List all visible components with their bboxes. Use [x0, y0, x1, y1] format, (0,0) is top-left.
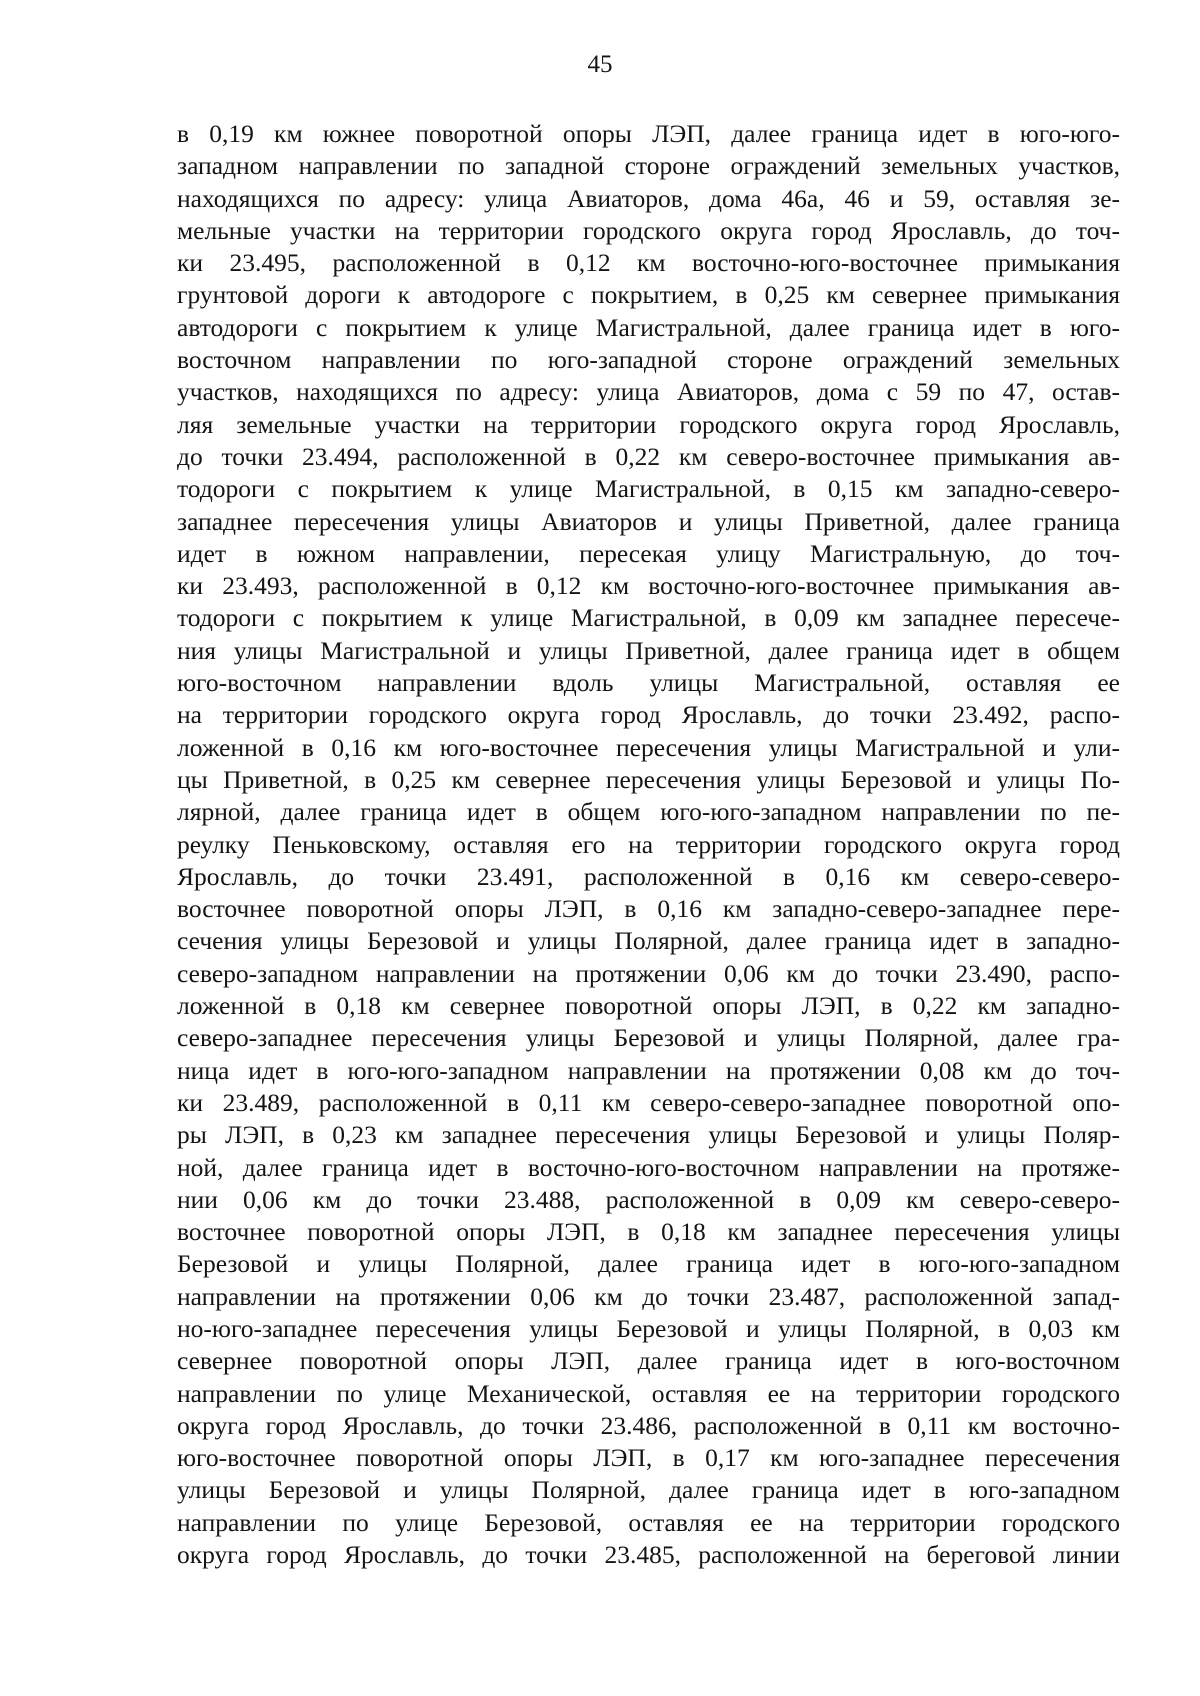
text-line: сечения улицы Березовой и улицы Полярной, далее граница идет в западно- [177, 926, 1120, 956]
text-line: Березовой и улицы Полярной, далее граница идет в юго-юго-западном [177, 1249, 1120, 1279]
text-line: Ярославль, до точки 23.491, расположенной в 0,16 км северо-северо- [177, 861, 1120, 891]
text-line: направлении по улице Механической, оставляя ее на территории городского [177, 1378, 1120, 1408]
text-line: ры ЛЭП, в 0,23 км западнее пересечения улицы Березовой и улицы Поляр- [177, 1120, 1120, 1150]
text-line: северо-западнее пересечения улицы Березовой и улицы Полярной, далее гра- [177, 1023, 1120, 1053]
text-line: ки 23.495, расположенной в 0,12 км восточно-юго-восточнее примыкания [177, 248, 1120, 278]
text-line: восточном направлении по юго-западной стороне ограждений земельных [177, 345, 1120, 375]
text-line: на территории городского округа город Ярославль, до точки 23.492, распо- [177, 700, 1120, 730]
text-line: ница идет в юго-юго-западном направлении на протяжении 0,08 км до точ- [177, 1055, 1120, 1085]
page-number: 45 [587, 51, 613, 78]
text-line: восточнее поворотной опоры ЛЭП, в 0,18 км западнее пересечения улицы [177, 1217, 1120, 1247]
text-line: ложенной в 0,16 км юго-восточнее пересечения улицы Магистральной и ули- [177, 732, 1120, 762]
text-line: севернее поворотной опоры ЛЭП, далее граница идет в юго-восточном [177, 1346, 1120, 1376]
text-line: ляя земельные участки на территории городского округа город Ярославль, [177, 409, 1120, 439]
text-line: лярной, далее граница идет в общем юго-юго-западном направлении по пе- [177, 797, 1120, 827]
body-text [177, 118, 1120, 1571]
text-line: ки 23.493, расположенной в 0,12 км восточно-юго-восточнее примыкания ав- [177, 571, 1120, 601]
text-line: но-юго-западнее пересечения улицы Березовой и улицы Полярной, в 0,03 км [177, 1313, 1120, 1343]
text-line: цы Приветной, в 0,25 км севернее пересечения улицы Березовой и улицы По- [177, 764, 1120, 794]
text-line: реулку Пеньковскому, оставляя его на территории городского округа город [177, 829, 1120, 859]
text-line: тодороги с покрытием к улице Магистральной, в 0,15 км западно-северо- [177, 474, 1120, 504]
text-line: грунтовой дороги к автодороге с покрытием, в 0,25 км севернее примыкания [177, 280, 1120, 310]
text-line: участков, находящихся по адресу: улица Авиаторов, дома с 59 по 47, остав- [177, 377, 1120, 407]
text-line: в 0,19 км южнее поворотной опоры ЛЭП, далее граница идет в юго-юго- [177, 119, 1120, 148]
text-line: ложенной в 0,18 км севернее поворотной опоры ЛЭП, в 0,22 км западно- [177, 991, 1120, 1021]
text-line: находящихся по адресу: улица Авиаторов, дома 46а, 46 и 59, оставляя зе- [177, 183, 1120, 213]
text-line: юго-восточном направлении вдоль улицы Магистральной, оставляя ее [177, 668, 1120, 698]
text-line: западнее пересечения улицы Авиаторов и улицы Приветной, далее граница [177, 506, 1120, 536]
text-line: направлении на протяжении 0,06 км до точки 23.487, расположенной запад- [177, 1281, 1120, 1311]
text-line: идет в южном направлении, пересекая улицу Магистральную, до точ- [177, 538, 1120, 568]
text-line: до точки 23.494, расположенной в 0,22 км северо-восточнее примыкания ав- [177, 441, 1120, 471]
text-line: ки 23.489, расположенной в 0,11 км северо-северо-западнее поворотной опо- [177, 1087, 1120, 1117]
text-line: юго-восточнее поворотной опоры ЛЭП, в 0,17 км юго-западнее пересечения [177, 1443, 1120, 1473]
text-line: ния улицы Магистральной и улицы Приветной, далее граница идет в общем [177, 635, 1120, 665]
text-line: улицы Березовой и улицы Полярной, далее граница идет в юго-западном [177, 1475, 1120, 1505]
text-line: автодороги с покрытием к улице Магистральной, далее граница идет в юго- [177, 312, 1120, 342]
text-line: мельные участки на территории городского округа город Ярославль, до точ- [177, 215, 1120, 245]
text-line: северо-западном направлении на протяжении 0,06 км до точки 23.490, распо- [177, 958, 1120, 988]
text-line: нии 0,06 км до точки 23.488, расположенной в 0,09 км северо-северо- [177, 1184, 1120, 1214]
text-line: тодороги с покрытием к улице Магистральной, в 0,09 км западнее пересече- [177, 603, 1120, 633]
text-line: направлении по улице Березовой, оставляя ее на территории городского [177, 1507, 1120, 1537]
text-line: округа город Ярославль, до точки 23.486, расположенной в 0,11 км восточно- [177, 1410, 1120, 1440]
text-line: западном направлении по западной стороне ограждений земельных участков, [177, 151, 1120, 181]
text-line: ной, далее граница идет в восточно-юго-восточном направлении на протяже- [177, 1152, 1120, 1182]
text-line: округа город Ярославль, до точки 23.485, расположенной на береговой линии [177, 1540, 1120, 1570]
text-line: восточнее поворотной опоры ЛЭП, в 0,16 км западно-северо-западнее пере- [177, 894, 1120, 924]
